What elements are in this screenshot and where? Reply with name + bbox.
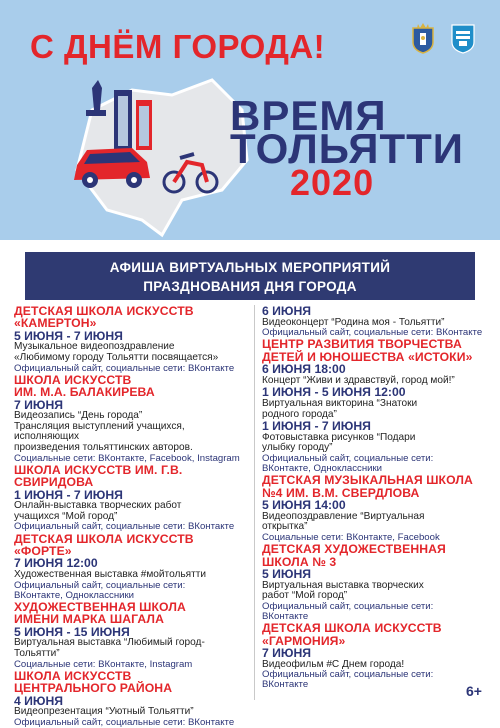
event-info-line: ВКонтакте, Одноклассники [262,463,383,475]
event-info-line: ВКонтакте, Одноклассники [14,589,135,601]
event-info-line: Официальный сайт, социальные сети: ВКонтакте [262,327,483,339]
samara-region-emblem-icon [410,22,436,54]
greeting-headline: С ДНЁМ ГОРОДА! [30,28,326,65]
event-info-line: Официальный сайт, социальные сети: [262,669,434,681]
event-info-line: Социальные сети: ВКонтакте, Facebook, Instagram [14,452,240,464]
event-info-line: Официальный сайт, социальные сети: ВКонтакте [14,716,235,728]
event-info-line: Социальные сети: ВКонтакте, Instagram [14,658,193,670]
event-date-line: 6 ИЮНЯ 18:00 [262,362,346,377]
events-left-column [14,305,250,728]
event-desc-line: Виртуальная выставка творческих [262,579,424,591]
event-info-line: Официальный сайт, социальные сети: ВКонтакте [14,521,235,533]
event-info-line: ВКонтакте [262,679,309,691]
header-area [0,0,500,240]
event-info-line: Официальный сайт, социальные сети: [262,452,434,464]
event-org-line: ЦЕНТРАЛЬНОГО РАЙОНА [14,681,173,696]
event-desc-line: Видеоконцерт “Родина моя - Тольятти” [262,316,445,328]
event-date-line: 1 ИЮНЯ - 7 ИЮНЯ [262,419,371,434]
event-date-line: 5 ИЮНЯ - 15 ИЮНЯ [14,624,130,639]
event-org-line: ШКОЛА ИСКУССТВ ИМ. Г.В. СВИРИДОВА [14,462,183,490]
event-desc-line: улыбку городу” [262,442,333,454]
event-org-line: №4 ИМ. В.М. СВЕРДЛОВА [262,485,420,500]
event-org-line: ЦЕНТР РАЗВИТИЯ ТВОРЧЕСТВА [262,337,462,352]
event-desc-line: Видеопрезентация “Уютный Тольятти” [14,706,194,718]
event-date-line: 6 ИЮНЯ [262,304,312,318]
event-desc-line: произведения тольяттинских авторов. [14,441,193,453]
event-info-line: Официальный сайт, социальные сети: [262,600,434,612]
event-date-line: 5 ИЮНЯ [262,566,312,581]
event-date-line: 7 ИЮНЯ [14,397,64,412]
event-org-line: ИМЕНИ МАРКА ШАГАЛА [14,612,164,627]
event-desc-line: Виртуальная выставка “Любимый город- [14,637,205,649]
event-desc-line: Видеопоздравление “Виртуальная [262,510,425,522]
event-info-line: ВКонтакте [262,610,309,622]
event-date-line: 1 ИЮНЯ - 7 ИЮНЯ [14,487,123,502]
column-divider [254,305,255,700]
event-org-line: ИМ. М.А. БАЛАКИРЕВА [14,385,155,400]
event-desc-line: работ “Мой город” [262,590,348,602]
event-desc-line: Концерт “Живи и здравствуй, город мой!” [262,374,455,386]
event-info-line: Социальные сети: ВКонтакте, Facebook [262,531,440,543]
event-desc-line: учащихся “Мой город” [14,510,118,522]
event-info-line: Официальный сайт, социальные сети: ВКонтакте [14,362,235,374]
event-date-line: 5 ИЮНЯ 14:00 [262,498,346,513]
event-desc-line: Художественная выставка #мойтольятти [14,568,206,580]
event-org-line: ДЕТСКАЯ МУЗЫКАЛЬНАЯ ШКОЛА [262,473,473,488]
event-info-line: Официальный сайт, социальные сети: [14,579,186,591]
event-org-line: «ГАРМОНИЯ» [262,633,346,648]
title-year: 2020 [290,162,375,203]
title-vremya: ВРЕМЯ [230,92,387,139]
event-date-line: 1 ИЮНЯ - 5 ИЮНЯ 12:00 [262,385,406,400]
event-desc-line: Фотовыставка рисунков “Подари [262,431,416,443]
event-date-line: 5 ИЮНЯ - 7 ИЮНЯ [14,328,123,343]
event-date-line: 7 ИЮНЯ 12:00 [14,556,98,571]
events-banner [25,252,475,300]
events-right-column [262,305,494,691]
event-org-line: ШКОЛА ИСКУССТВ [14,372,132,387]
tolyatti-city-emblem-icon [450,22,476,54]
event-desc-line: Видеофильм #С Днем города! [262,658,405,670]
event-org-line: ДЕТЕЙ И ЮНОШЕСТВА «ИСТОКИ» [262,349,473,364]
event-org-line: ДЕТСКАЯ ШКОЛА ИСКУССТВ «ФОРТЕ» [14,531,194,558]
event-org-line: ДЕТСКАЯ ШКОЛА ИСКУССТВ [14,304,194,318]
age-rating-badge: 6+ [466,683,482,699]
event-desc-line: родного города” [262,408,337,420]
event-desc-line: Тольятти” [14,647,60,659]
event-desc-line: Трансляция выступлений учащихся, исполняющих [14,420,185,443]
event-date-line: 7 ИЮНЯ [262,645,312,660]
event-desc-line: Виртуальная викторина “Знатоки [262,397,418,409]
event-org-line: ДЕТСКАЯ ШКОЛА ИСКУССТВ [262,621,442,636]
banner-line-2: ПРАЗДНОВАНИЯ ДНЯ ГОРОДА [143,279,357,294]
event-desc-line: «Любимому городу Тольятти посвящается» [14,352,219,363]
event-desc-line: Музыкальное видеопоздравление [14,341,175,353]
event-desc-line: Видеозапись “День города” [14,410,143,422]
event-desc-line: Онлайн-выставка творческих работ [14,500,182,512]
event-org-line: «КАМЕРТОН» [14,316,97,331]
title-tolyatti: ТОЛЬЯТТИ [230,125,464,172]
event-org-line: ШКОЛА ИСКУССТВ [14,668,132,683]
banner-line-1: АФИША ВИРТУАЛЬНЫХ МЕРОПРИЯТИЙ [109,260,391,275]
event-org-line: ШКОЛА № 3 [262,554,337,569]
event-date-line: 4 ИЮНЯ [14,693,64,708]
event-org-line: ХУДОЖЕСТВЕННАЯ ШКОЛА [14,599,186,614]
event-org-line: ДЕТСКАЯ ХУДОЖЕСТВЕННАЯ [262,542,446,557]
event-desc-line: открытка” [262,521,308,533]
